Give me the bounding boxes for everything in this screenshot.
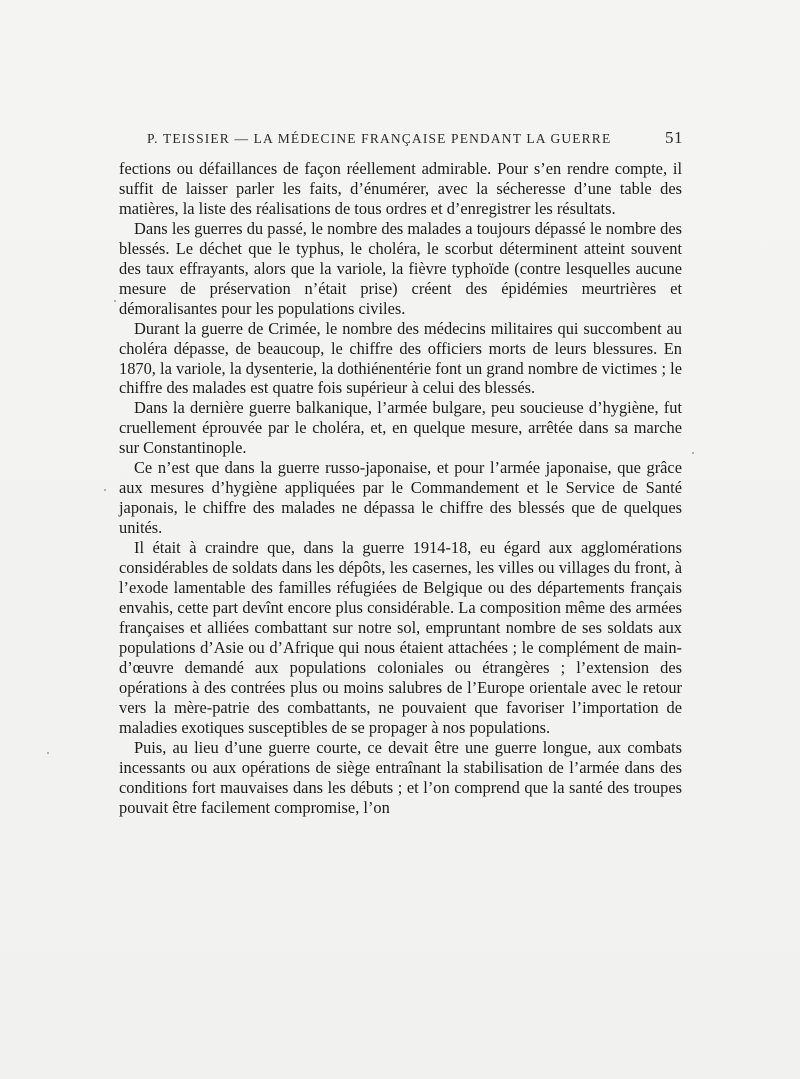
paper-speck	[692, 452, 694, 454]
running-header	[147, 128, 683, 153]
paragraph: Dans les guerres du passé, le nombre des malades a toujours dépassé le nombre des blessés. Le déchet que le typhus, le choléra, le scorbut déterminent atteint souvent des taux effrayants, alors que la variole, la fièvre typhoïde (contre lesquelles aucune mesure de préservation n’était prise) créent des épidémies meurtrières et démoralisantes pour les populations civiles.	[119, 218, 682, 318]
paper-speck	[104, 489, 106, 491]
paragraph: Durant la guerre de Crimée, le nombre des médecins militaires qui succombent au choléra dépasse, de beaucoup, le chiffre des officiers morts de leurs blessures. En 1870, la variole, la dysenterie, la dothiénentérie font un grand nombre de victimes ; le chiffre des malades est quatre fois supérieur à celui des blessés.	[119, 318, 682, 398]
body-text	[119, 159, 682, 817]
running-header-title: P. TEISSIER — LA MÉDECINE FRANÇAISE PENDANT LA GUERRE	[147, 131, 612, 146]
paragraph: Il était à craindre que, dans la guerre 1914-18, eu égard aux agglomérations considérables de soldats dans les dépôts, les casernes, les villes ou villages du front, à l’exode lamentable des familles réfugiées de Belgique ou des départements français envahis, cette part devînt encore plus considérable. La composition même des armées françaises et alliées combattant sur notre sol, empruntant nombre de ses soldats aux populations d’Asie ou d’Afrique qui nous étaient attachées ; le complément de main-d’œuvre demandé aux populations coloniales ou étrangères ; l’extension des opérations à des contrées plus ou moins salubres de l’Europe orientale avec le retour vers la mère-patrie des combattants, ne pouvaient que favoriser l’importation de maladies exotiques susceptibles de se propager à nos populations.	[119, 538, 682, 737]
paper-speck	[47, 752, 49, 754]
paragraph: Ce n’est que dans la guerre russo-japonaise, et pour l’armée japonaise, que grâce aux mesures d’hygiène appliquées par le Commandement et le Service de Santé japonais, le chiffre des malades ne dépassa le chiffre des blessés que de quelques unités.	[119, 458, 682, 538]
page-number: 51	[665, 128, 683, 147]
paragraph: Dans la dernière guerre balkanique, l’armée bulgare, peu soucieuse d’hygiène, fut cruellement éprouvée par le choléra, et, en quelque mesure, arrêtée dans sa marche sur Constantinople.	[119, 398, 682, 458]
paragraph: fections ou défaillances de façon réellement admirable. Pour s’en rendre compte, il suffit de laisser parler les faits, d’énumérer, avec la sécheresse d’une table des matières, la liste des réalisations de tous ordres et d’enregistrer les résultats.	[119, 159, 682, 218]
paper-speck	[114, 300, 116, 302]
paragraph: Puis, au lieu d’une guerre courte, ce devait être une guerre longue, aux combats incessants ou aux opérations de siège entraînant la stabilisation de l’armée dans des conditions fort mauvaises dans les débuts ; et l’on comprend que la santé des troupes pouvait être facilement compromise, l’on	[119, 737, 682, 817]
